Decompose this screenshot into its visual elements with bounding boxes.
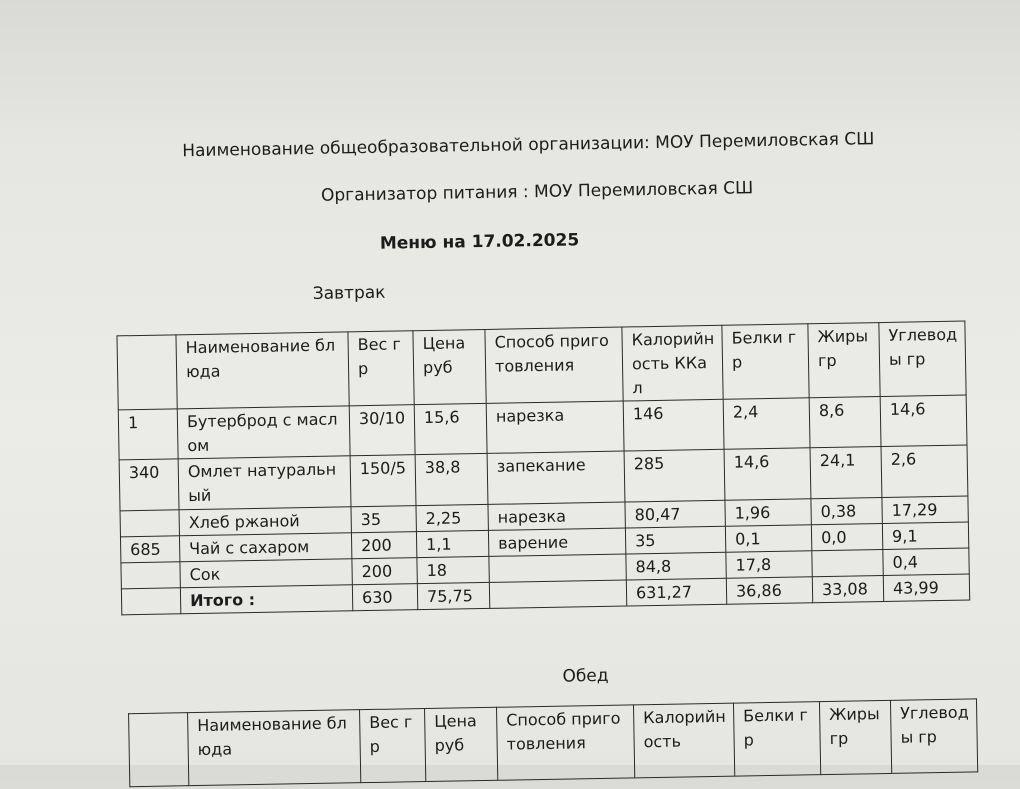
- total-row-cell: 33,08: [812, 576, 883, 603]
- table-row-cell: 84,8: [626, 552, 726, 580]
- table-row-cell: 17,8: [726, 551, 812, 578]
- table-row-cell: 35: [625, 526, 725, 554]
- organizer-line: Организатор питания : МОУ Перемиловская СШ: [320, 178, 754, 206]
- breakfast-title: Завтрак: [312, 282, 386, 304]
- table-row-cell: 14,6: [880, 395, 967, 446]
- menu-title: Меню на 17.02.2025: [379, 230, 580, 254]
- table-row-cell: 0,4: [883, 548, 969, 575]
- header-row-cell: Белки гр: [722, 324, 809, 399]
- total-row-cell: 36,86: [726, 577, 812, 604]
- table-row-cell: Омлет натуральный: [178, 456, 351, 510]
- header-row-cell: Способ приготовления: [497, 705, 635, 780]
- table-row-cell: 38,8: [415, 453, 488, 505]
- table-row-cell: 0,0: [811, 524, 882, 551]
- table-row-cell: 15,6: [414, 403, 487, 454]
- table-row-cell: 146: [623, 399, 724, 451]
- header-row-cell: [129, 713, 189, 787]
- header-row-cell: Цена руб: [425, 707, 498, 781]
- table-row-cell: [121, 562, 180, 589]
- table-row-cell: 18: [417, 556, 489, 583]
- table-row-cell: 8,6: [809, 397, 881, 448]
- header-row-cell: Калорийность: [633, 703, 734, 778]
- header-row-cell: Способ приготовления: [485, 327, 623, 403]
- table-row-cell: 2,6: [881, 445, 968, 497]
- table-row-cell: 0,38: [811, 498, 882, 525]
- table-row-cell: 2,4: [723, 398, 810, 449]
- header-row-cell: Вес гр: [360, 709, 426, 783]
- total-row-cell: 75,75: [417, 582, 489, 609]
- table-row-cell: 17,29: [882, 496, 968, 523]
- table-row-cell: [120, 510, 179, 537]
- table-row-cell: 150/5: [350, 455, 416, 507]
- table-row-cell: 285: [624, 449, 725, 502]
- total-row-cell: Итого :: [180, 585, 352, 614]
- header-row-cell: Углеводы гр: [890, 699, 977, 773]
- table-row-cell: 35: [351, 506, 416, 533]
- table-row-cell: Чай с сахаром: [179, 533, 351, 562]
- table-row-cell: Сок: [180, 559, 352, 588]
- table-row-cell: Бутерброд с маслом: [177, 406, 350, 459]
- table-row-cell: 340: [119, 459, 179, 511]
- table-row-cell: 1: [118, 409, 178, 460]
- table-row-cell: 14,6: [724, 448, 811, 500]
- header-row-cell: Цена руб: [413, 329, 486, 404]
- table-row-cell: [812, 550, 883, 577]
- table-row-cell: Хлеб ржаной: [179, 507, 351, 536]
- breakfast-table: [116, 321, 970, 616]
- header-row-cell: [117, 335, 177, 410]
- table-row-cell: [489, 554, 626, 582]
- table-row-cell: 1,1: [416, 530, 488, 557]
- total-row-cell: 630: [352, 584, 417, 611]
- table-row-cell: 200: [351, 532, 416, 559]
- table-row-cell: запекание: [487, 451, 625, 504]
- total-row-cell: [121, 588, 180, 615]
- table-row-cell: 9,1: [882, 522, 968, 549]
- header-row: [129, 699, 978, 787]
- table-row-cell: 200: [352, 558, 417, 585]
- total-row-cell: 631,27: [626, 578, 726, 606]
- header-row-cell: Калорийность ККал: [622, 325, 723, 401]
- header-row-cell: Жиры гр: [819, 700, 891, 774]
- header-row-cell: Наименование блюда: [188, 710, 361, 786]
- header-row-cell: Наименование блюда: [176, 332, 349, 409]
- table-row-cell: 685: [120, 536, 179, 563]
- total-row-cell: [489, 580, 626, 608]
- table-row-cell: 0,1: [725, 525, 811, 552]
- header-row-cell: Белки гр: [733, 702, 820, 776]
- table-row-cell: варение: [488, 528, 625, 556]
- header-row-cell: Углеводы гр: [879, 321, 966, 396]
- header-row-cell: Вес гр: [348, 331, 414, 406]
- total-row-cell: 43,99: [883, 574, 969, 601]
- header-row-cell: Жиры гр: [808, 323, 880, 398]
- table-row-cell: нарезка: [486, 401, 624, 453]
- table-row-cell: 2,25: [416, 504, 488, 531]
- table-row-cell: 30/10: [349, 405, 415, 456]
- organization-line: Наименование общеобразовательной организации: МОУ Перемиловская СШ: [182, 129, 875, 162]
- lunch-table: [128, 698, 978, 787]
- table-row-cell: 80,47: [625, 500, 725, 528]
- table-row-cell: 1,96: [725, 499, 811, 526]
- table-row-cell: 24,1: [810, 447, 882, 499]
- lunch-title: Обед: [562, 665, 609, 687]
- table-row-cell: нарезка: [488, 502, 625, 530]
